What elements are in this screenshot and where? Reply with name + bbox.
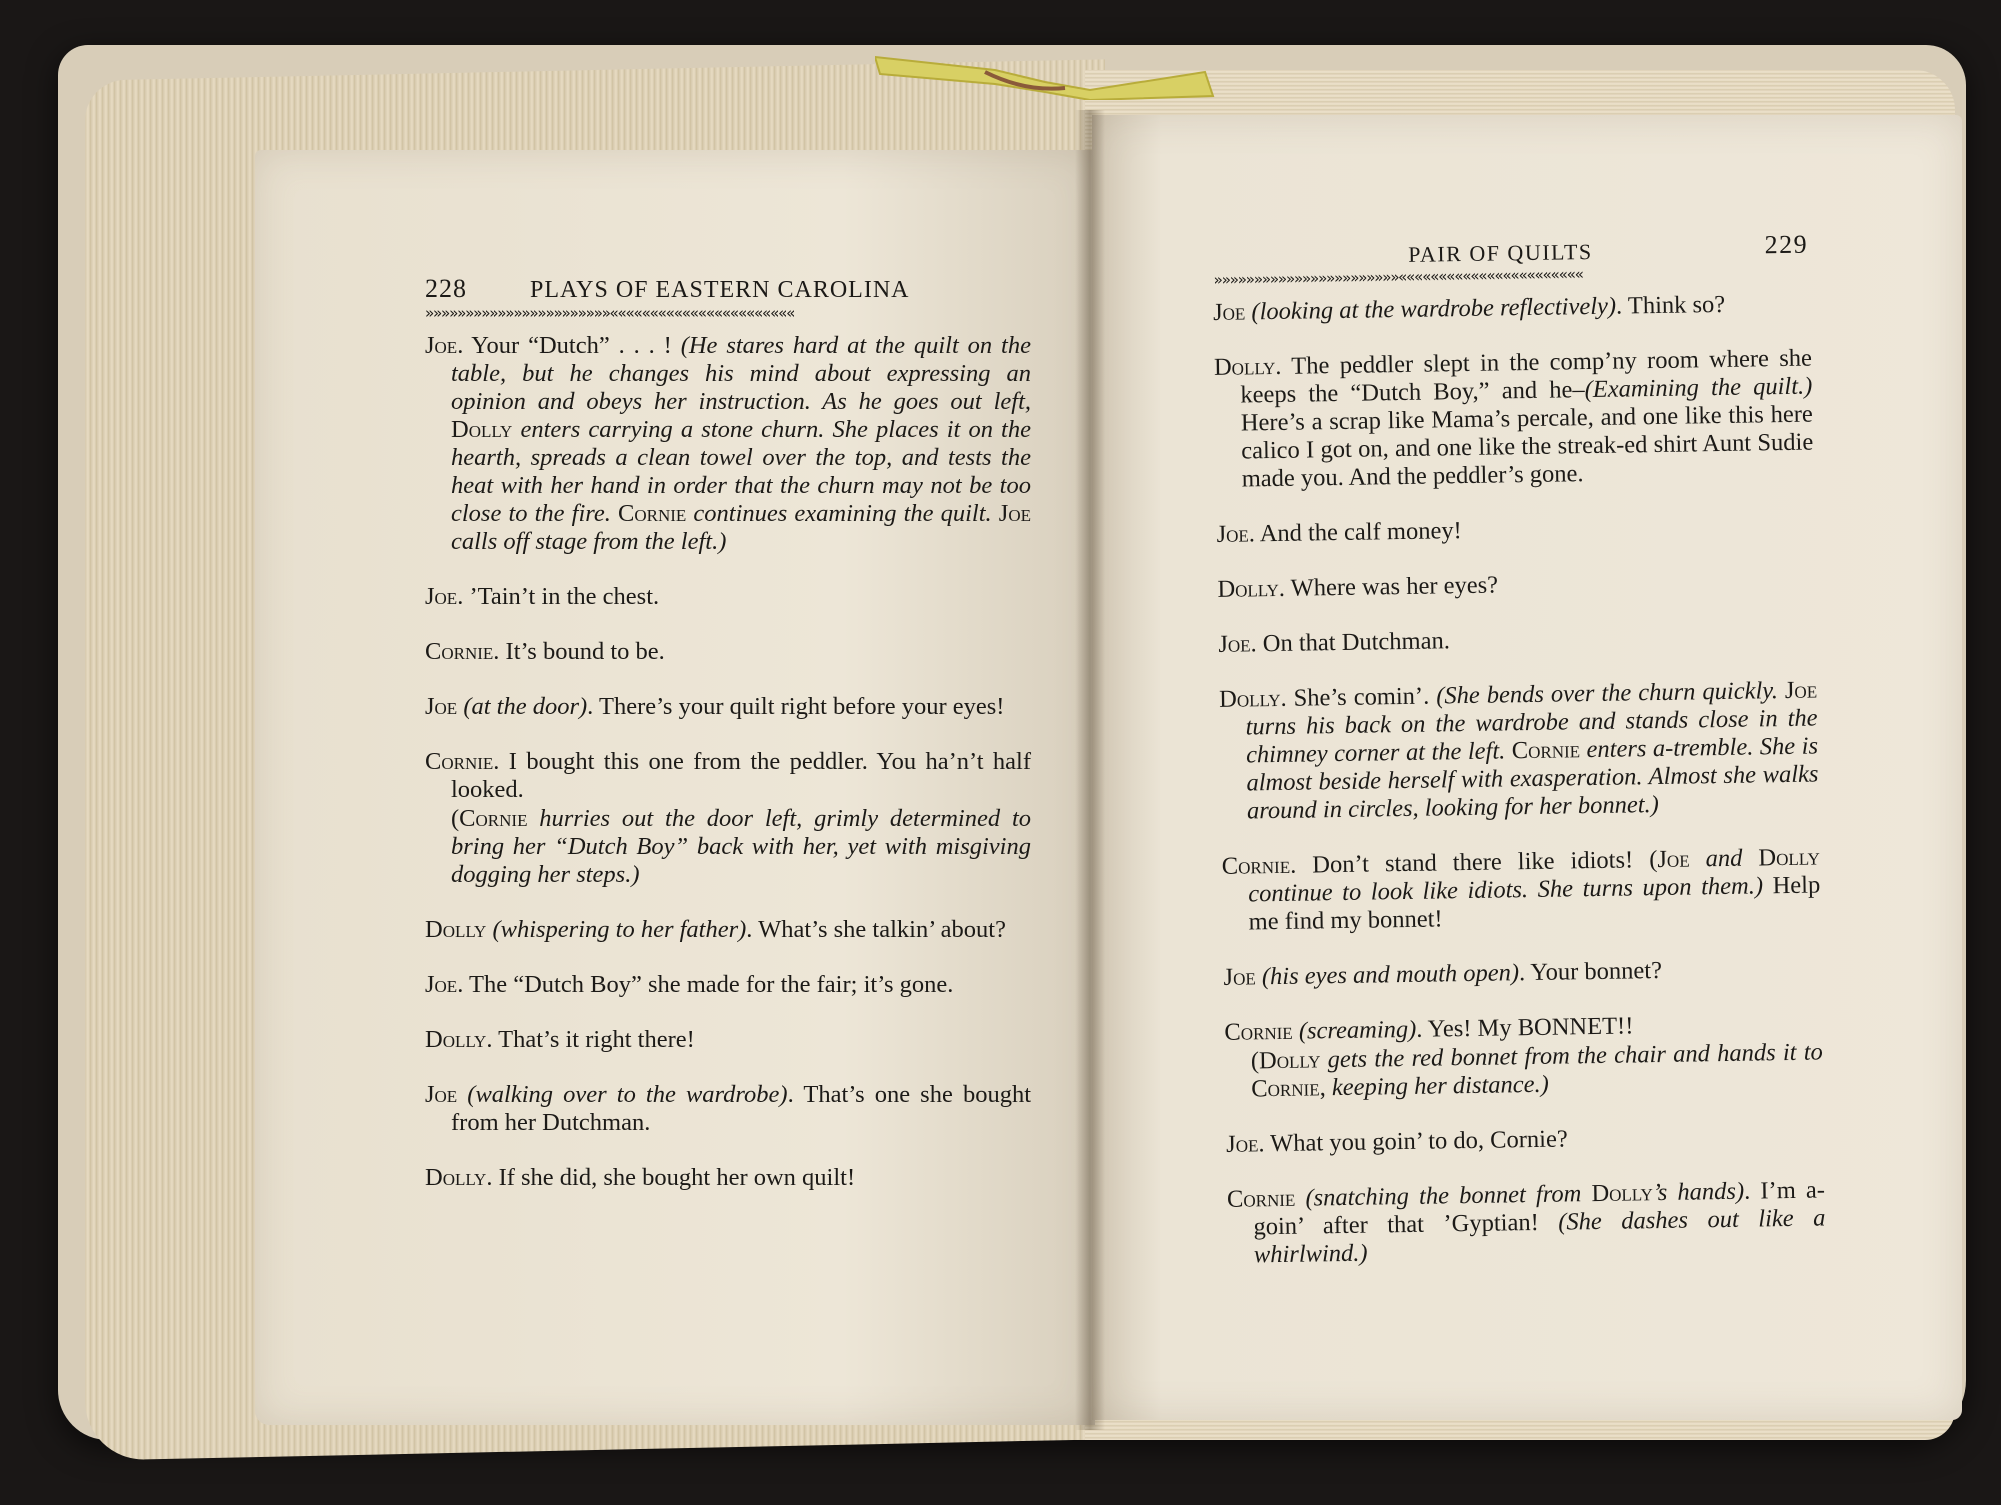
stage-direction: (his eyes and mouth open)	[1255, 959, 1520, 991]
page-number: 228	[425, 274, 467, 303]
dialogue-paragraph	[425, 971, 1031, 999]
stage-direction: enters carrying a stone churn. She places it on the hearth, spreads a clean towel over the top, and tests the heat with her hand in order that the churn may not be too close to the fire.	[451, 416, 1031, 527]
speech: . Your bonnet?	[1518, 956, 1663, 987]
speaker: Joe.	[425, 332, 464, 359]
dialogue-paragraph	[425, 693, 1031, 721]
speaker: Dolly.	[1213, 352, 1282, 381]
speaker: Joe	[425, 1081, 458, 1108]
speaker: Joe.	[1225, 1130, 1265, 1158]
speaker: Cornie	[1224, 1017, 1293, 1046]
stage-direction: ’s hands)	[1652, 1177, 1745, 1207]
stage-direction: turns his back on the wardrobe and stands close in the chimney corner at the left.	[1245, 704, 1818, 769]
dialogue-paragraph	[1222, 843, 1821, 936]
speech: Help me find my bonnet!	[1248, 871, 1821, 936]
dialogue-paragraph	[425, 583, 1031, 611]
running-title: PLAYS OF EASTERN CAROLINA	[530, 277, 910, 303]
dialogue-paragraph	[1227, 1176, 1826, 1269]
stage-direction: gets the red bonnet from the chair and hands it to	[1320, 1038, 1824, 1074]
speech: The peddler slept in the comp’ny room where she keeps the “Dutch Boy,” and he–	[1240, 344, 1813, 409]
dialogue-paragraph	[425, 1026, 1031, 1054]
dialogue-paragraph	[425, 332, 1031, 556]
page-number: 229	[1764, 229, 1809, 260]
stage-direction: (screaming)	[1292, 1015, 1417, 1045]
speaker: Dolly.	[1217, 574, 1286, 603]
speaker: Joe.	[425, 971, 464, 998]
speaker: Joe	[1657, 845, 1690, 874]
stage-direction: (Examining the quilt.)	[1584, 372, 1813, 404]
speech: If she did, she bought her own quilt!	[492, 1164, 856, 1191]
speaker: Joe.	[1218, 630, 1257, 658]
speech: . There’s your quilt right before your eyes!	[587, 693, 1005, 720]
stage-direction: (snatching the bonnet from	[1295, 1180, 1582, 1212]
dialogue-paragraph	[425, 1081, 1031, 1137]
stage-direction: (at the door)	[457, 693, 588, 720]
speech: . I’m a-goin’ after that ’Gyptian!	[1253, 1176, 1826, 1241]
running-title: PAIR OF QUILTS	[1408, 238, 1593, 267]
speech: The “Dutch Boy” she made for the fair; it’s gone.	[463, 971, 954, 998]
stage-direction: continue to look like idiots. She turns upon them.)	[1248, 872, 1764, 908]
speaker: Cornie.	[425, 638, 500, 665]
speech: Your “Dutch” . . . !	[463, 332, 681, 359]
stage-direction: and	[1689, 844, 1743, 873]
speaker: Dolly.	[1218, 684, 1287, 713]
speech: . Yes! My BONNET!!	[1416, 1012, 1634, 1043]
stage-direction: (looking at the wardrobe reflectively)	[1245, 292, 1617, 326]
speaker: Joe	[1223, 963, 1256, 991]
dialogue-paragraph	[1224, 1009, 1823, 1103]
speaker: Dolly.	[425, 1164, 493, 1191]
stage-direction: calls off stage from the left.)	[451, 528, 727, 555]
speaker: Dolly	[451, 416, 513, 443]
speech: I bought this one from the peddler. You ha’n’t half looked.	[451, 748, 1031, 803]
dialogue-paragraph	[1214, 345, 1814, 494]
speech: That’s it right there!	[492, 1026, 695, 1053]
speech: It’s bound to be.	[499, 638, 665, 665]
speech: . What’s she talkin’ about?	[746, 916, 1006, 943]
dialogue-paragraph	[425, 748, 1031, 889]
dialogue-paragraph	[1218, 622, 1816, 659]
speaker: Joe	[1212, 298, 1246, 326]
speaker: Dolly	[1742, 843, 1820, 872]
stage-direction: (She dashes out like a whirlwind.)	[1253, 1204, 1826, 1269]
speaker: Joe	[1777, 676, 1818, 705]
right-page-text	[1213, 290, 1827, 1297]
dialogue-paragraph	[1217, 567, 1815, 604]
speech: Don’t stand there like idiots! (	[1296, 846, 1658, 879]
speech: On that Dutchman.	[1256, 627, 1451, 658]
stage-direction-block	[1251, 1038, 1824, 1103]
paren: (	[1250, 1047, 1260, 1075]
ornament-rule: »»»»»»»»»»»»»»»»»»»»»»»«««««««««««««««««««««««	[425, 304, 795, 322]
speaker: Cornie.	[425, 748, 500, 775]
dialogue-paragraph	[1226, 1121, 1824, 1158]
stage-direction: enters a-tremble. She is almost beside herself with exasperation. Almost she walks around in circles, looking for her bonnet.)	[1246, 732, 1819, 825]
stage-direction: (whispering to her father)	[486, 916, 747, 943]
stage-direction: (He stares hard at the quilt on the table, but he changes his mind about expressing an opinion and obeys her instruction. As he goes out left,	[451, 332, 1031, 415]
speaker: Joe.	[425, 583, 464, 610]
speaker: Cornie	[459, 805, 528, 832]
speech: . Think so?	[1615, 290, 1726, 320]
speech: ’Tain’t in the chest.	[463, 583, 660, 610]
stage-direction-block	[451, 805, 1031, 889]
dialogue-paragraph	[1223, 954, 1821, 991]
speaker: Cornie	[1226, 1184, 1296, 1213]
stage-direction: (walking over to the wardrobe)	[457, 1081, 788, 1108]
ornament-rule: »»»»»»»»»»»»»»»»»»»»»»»«««««««««««««««««««««««	[1213, 265, 1584, 289]
speech: Where was her eyes?	[1284, 571, 1499, 602]
speaker: Cornie.	[1221, 851, 1297, 880]
speaker: Cornie	[1505, 736, 1581, 765]
stage-direction: (She bends over the churn quickly.	[1435, 677, 1779, 710]
dialogue-paragraph	[1219, 677, 1819, 826]
speech: She’s comin’.	[1286, 682, 1437, 712]
dialogue-paragraph	[425, 638, 1031, 666]
speaker: Joe	[991, 500, 1031, 527]
speech: Here’s a scrap like Mama’s percale, and one like this here calico I got on, and one like the streak-ed shirt Aunt Sudie made you. And the peddler’s gone.	[1240, 400, 1814, 493]
speaker: Cornie	[610, 500, 687, 527]
stage-direction: hurries out the door left, grimly determined to bring her “Dutch Boy” back with her, yet with misgiving dogging her steps.)	[451, 805, 1031, 888]
paren: (	[451, 805, 460, 832]
dialogue-paragraph	[1216, 512, 1814, 549]
speaker: Dolly.	[425, 1026, 493, 1053]
dialogue-paragraph	[425, 916, 1031, 944]
speaker: Joe.	[1216, 520, 1256, 548]
dialogue-paragraph	[425, 1164, 1031, 1192]
spine-gutter	[1075, 110, 1105, 1430]
speech: And the calf money!	[1254, 517, 1462, 548]
speaker: Cornie,	[1251, 1074, 1326, 1103]
speaker: Dolly	[1258, 1046, 1321, 1075]
speaker: Dolly	[425, 916, 487, 943]
speaker: Joe	[425, 693, 458, 720]
stage-direction: continues examining the quilt.	[686, 500, 992, 527]
speaker: Dolly	[1581, 1179, 1653, 1208]
left-page-text	[425, 332, 1031, 1219]
bookmark-ribbon	[875, 52, 1215, 100]
speech: . That’s one she bought from her Dutchman.	[451, 1081, 1031, 1136]
stage-direction: keeping her distance.)	[1325, 1070, 1550, 1102]
speech: What you goin’ to do, Cornie?	[1264, 1125, 1568, 1158]
